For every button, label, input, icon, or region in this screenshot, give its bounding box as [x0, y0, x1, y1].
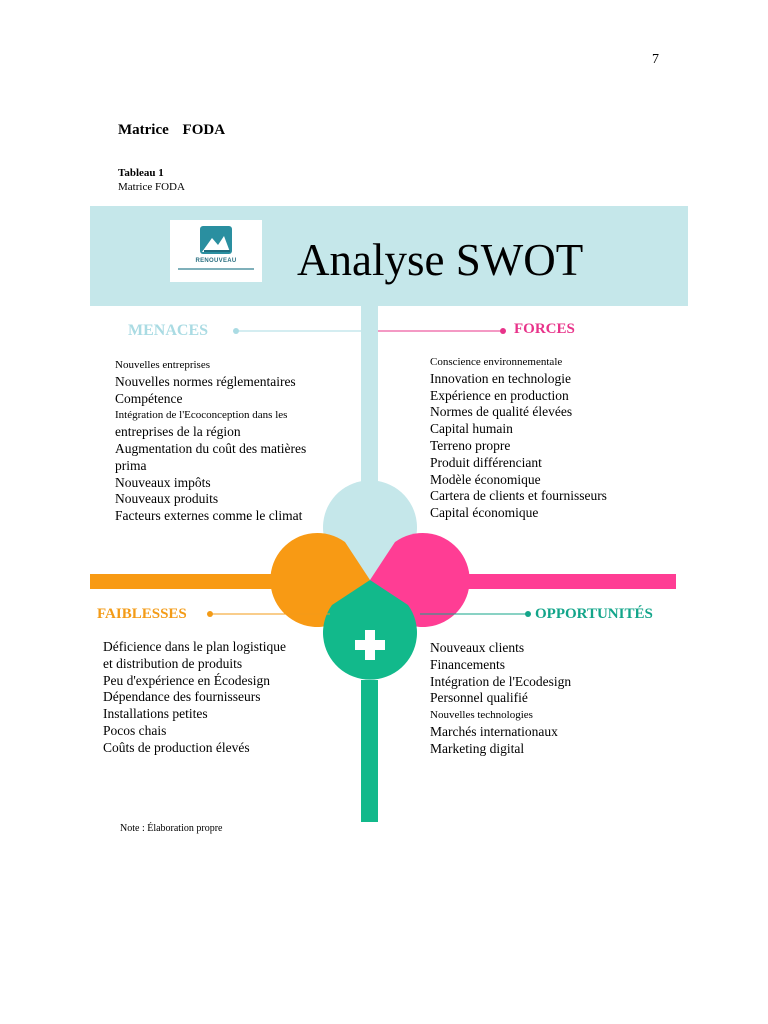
list-item: Facteurs externes comme le climat: [115, 508, 303, 524]
forces-title: FORCES: [514, 321, 575, 337]
list-item: Produit différenciant: [430, 454, 542, 470]
swot-title: Analyse SWOT: [297, 235, 584, 285]
list-item: Terreno propre: [430, 437, 511, 453]
list-item: Coûts de production élevés: [103, 739, 250, 755]
list-item: Pocos chais: [103, 722, 167, 738]
logo-text: RENOUVEAU: [195, 258, 237, 264]
forces-list: [430, 354, 670, 522]
menaces-stem: [361, 300, 378, 485]
list-item: Personnel qualifié: [430, 690, 528, 706]
list-item: Conscience environnementale: [430, 356, 563, 368]
list-item: Expérience en production: [430, 387, 569, 403]
list-item: Dépendance des fournisseurs: [103, 689, 261, 705]
list-item: Normes de qualité élevées: [430, 404, 573, 420]
list-item: Déficience dans le plan logistique: [103, 639, 286, 654]
list-item: Cartera de clients et fournisseurs: [430, 488, 607, 504]
list-item: Nouveaux produits: [115, 491, 219, 507]
list-item: Peu d'expérience en Écodesign: [103, 672, 270, 688]
list-item: Installations petites: [103, 706, 208, 722]
list-item: prima: [115, 457, 147, 473]
list-item: Marchés internationaux: [430, 723, 558, 739]
opportunites-list: [430, 640, 670, 758]
list-item: Marketing digital: [430, 740, 525, 756]
list-item: Intégration de l'Ecodesign: [430, 673, 572, 689]
list-item: Capital économique: [430, 505, 539, 521]
list-item: Financements: [430, 656, 505, 672]
list-item: Nouvelles entreprises: [115, 359, 210, 371]
mountain-icon: [170, 220, 262, 260]
list-item: Augmentation du coût des matières: [115, 440, 307, 456]
faiblesses-list: [103, 639, 343, 757]
list-item: Modèle économique: [430, 471, 541, 487]
list-item: Compétence: [115, 390, 183, 406]
opportunites-stem: [361, 680, 378, 822]
faiblesses-bar: [90, 574, 280, 589]
opportunites-title: OPPORTUNITÉS: [535, 606, 653, 622]
menaces-list: [115, 357, 345, 525]
list-item: Intégration de l'Ecoconception dans les: [115, 409, 288, 422]
list-item: et distribution de produits: [103, 655, 243, 671]
logo-tagline: [178, 268, 254, 270]
source-note: Note : Élaboration propre: [120, 823, 223, 834]
forces-connector: [378, 328, 506, 334]
section-title: Matrice FODA: [118, 122, 226, 138]
company-logo: [170, 220, 262, 282]
list-item: Nouvelles technologies: [430, 709, 533, 722]
table-caption: Matrice FODA: [118, 181, 185, 193]
table-label: Tableau 1: [118, 167, 164, 179]
menaces-title: MENACES: [128, 322, 209, 339]
list-item: Nouveaux impôts: [115, 474, 211, 490]
list-item: Innovation en technologie: [430, 370, 571, 386]
forces-bar: [455, 574, 676, 589]
list-item: entreprises de la région: [115, 424, 241, 440]
list-item: Capital humain: [430, 421, 513, 437]
page-number: 7: [652, 52, 659, 67]
list-item: Nouvelles normes réglementaires: [115, 373, 296, 389]
list-item: Nouveaux clients: [430, 640, 525, 655]
menaces-connector: [233, 328, 361, 334]
faiblesses-title: FAIBLESSES: [97, 606, 187, 622]
